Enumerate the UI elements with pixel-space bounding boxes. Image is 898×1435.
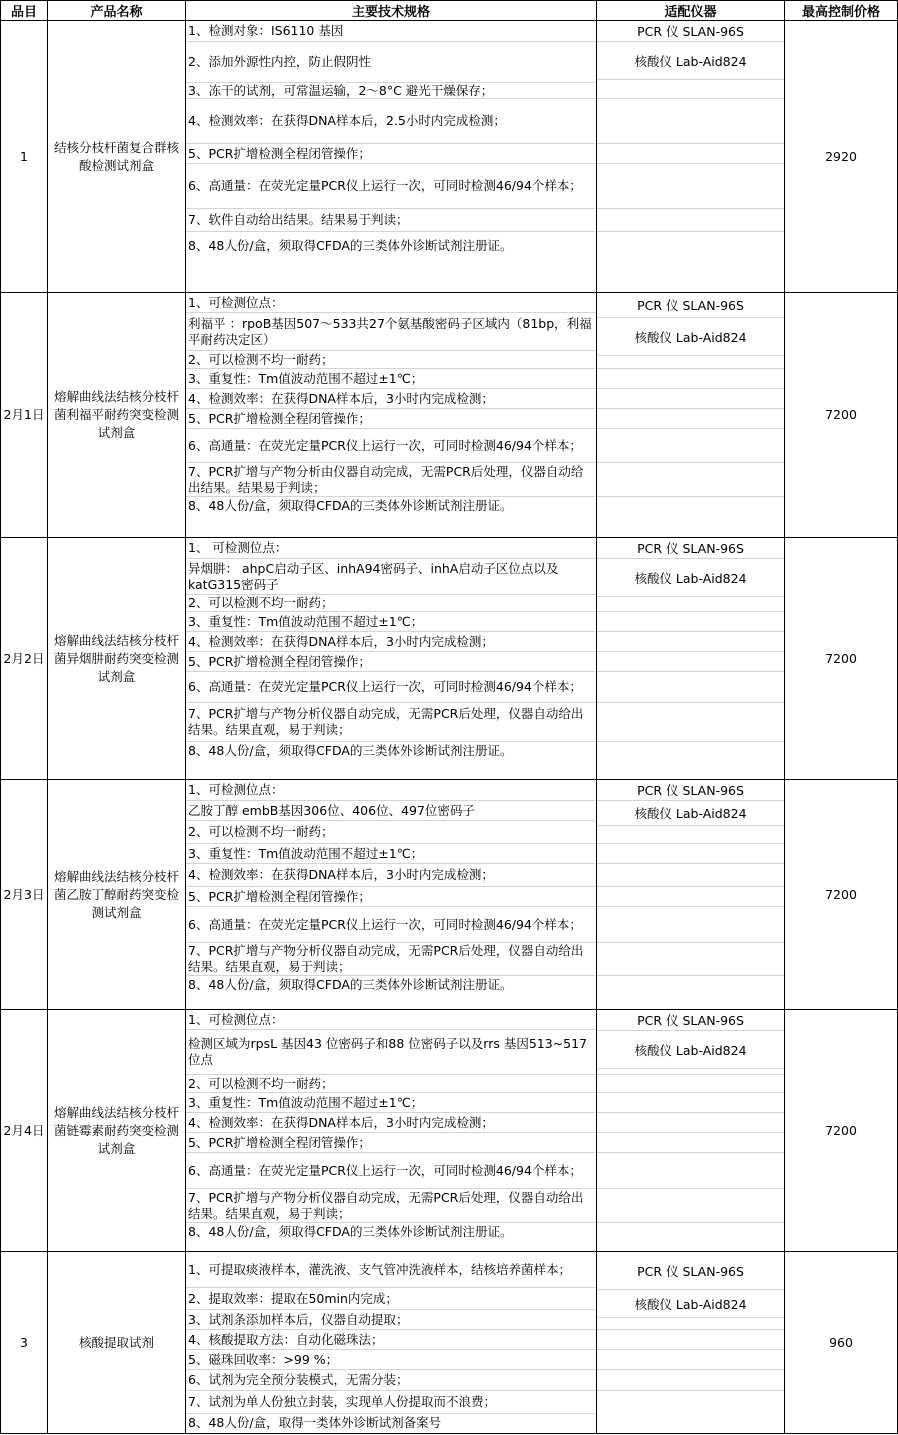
spec-line bbox=[186, 742, 596, 759]
instrument-empty-line bbox=[597, 907, 784, 943]
spec-text: 7、PCR扩增与产物分析仪器自动完成，无需PCR后处理，仪器自动给出结果。结果直观，易于判读； bbox=[188, 1189, 584, 1221]
spec-text: 8、48人份/盒，须取得CFDA的三类体外诊断试剂注册证。 bbox=[188, 977, 513, 992]
spec-line bbox=[186, 1330, 596, 1350]
spec-text: 检测区域为rpsL 基因43 位密码子和88 位密码子以及rrs 基因513~517 位点 bbox=[188, 1036, 588, 1067]
instrument-empty-line bbox=[597, 612, 784, 632]
table-row bbox=[1, 293, 898, 538]
instrument-empty-line bbox=[597, 1391, 784, 1414]
spec-text: 4、核酸提取方法：自动化磁珠法； bbox=[188, 1331, 384, 1347]
instrument-empty-line bbox=[597, 209, 784, 232]
header-item-no: 品目 bbox=[1, 1, 48, 21]
spec-text: 6、高通量：在荧光定量PCR仪上运行一次，可同时检测46/94个样本； bbox=[188, 178, 582, 193]
spec-line bbox=[186, 209, 596, 232]
instrument-empty-line bbox=[597, 409, 784, 429]
spec-text: 6、高通量：在荧光定量PCR仪上运行一次，可同时检测46/94个样本； bbox=[188, 1162, 582, 1178]
instrument-empty-line bbox=[597, 632, 784, 652]
instrument-empty-line bbox=[597, 943, 784, 976]
spec-line bbox=[186, 21, 596, 42]
product-name: 熔解曲线法结核分枝杆菌异烟肼耐药突变检测试剂盒 bbox=[48, 538, 186, 780]
instrument-list bbox=[597, 293, 785, 538]
spec-text: 1、可提取痰液样本，灌洗液、支气管冲洗液样本，结核培养菌样本； bbox=[188, 1261, 571, 1277]
instrument-list bbox=[597, 21, 785, 293]
spec-line bbox=[186, 1113, 596, 1133]
spec-line bbox=[186, 1223, 596, 1241]
spec-text: 5、PCR扩增检测全程闭管操作； bbox=[188, 653, 371, 669]
spec-text: 4、检测效率：在获得DNA样本后，2.5小时内完成检测； bbox=[188, 113, 506, 128]
spec-text: 2、可以检测不均一耐药； bbox=[188, 824, 334, 839]
spec-text: 4、检测效率：在获得DNA样本后，3小时内完成检测； bbox=[188, 390, 494, 406]
spec-text: 1、可检测位点： bbox=[188, 782, 284, 797]
spec-line bbox=[186, 538, 596, 559]
spec-text: 7、PCR扩增与产物分析由仪器自动完成，无需PCR后处理，仪器自动给出结果。结果易于判读； bbox=[188, 463, 584, 495]
instrument-empty-line bbox=[597, 1318, 784, 1330]
spec-text: 3、重复性：Tm值波动范围不超过±1℃； bbox=[188, 845, 424, 861]
max-price: 960 bbox=[785, 1252, 898, 1434]
spec-line bbox=[186, 389, 596, 409]
item-number: 2月4日 bbox=[1, 1010, 48, 1252]
instrument-line: 核酸仪 Lab-Aid824 bbox=[597, 1290, 784, 1318]
spec-line bbox=[186, 1075, 596, 1093]
spec-list bbox=[186, 780, 597, 1010]
spec-text: 2、可以检测不均一耐药； bbox=[188, 595, 334, 610]
spec-line bbox=[186, 1153, 596, 1189]
instrument-empty-line bbox=[597, 887, 784, 907]
instrument-empty-line bbox=[597, 1153, 784, 1189]
instrument-empty-line bbox=[597, 1330, 784, 1350]
instrument-line: 核酸仪 Lab-Aid824 bbox=[597, 1031, 784, 1069]
spec-line bbox=[186, 976, 596, 994]
table-row bbox=[1, 780, 898, 1010]
table-row bbox=[1, 1252, 898, 1434]
spec-line bbox=[186, 351, 596, 369]
spec-text: 5、磁珠回收率：>99 %； bbox=[188, 1351, 339, 1367]
spec-list bbox=[186, 293, 597, 538]
spec-text: 8、48人份/盒，须取得CFDA的三类体外诊断试剂注册证。 bbox=[188, 742, 513, 758]
spec-line bbox=[186, 652, 596, 672]
instrument-empty-line bbox=[597, 1189, 784, 1223]
spec-text: 4、检测效率：在获得DNA样本后，3小时内完成检测； bbox=[188, 867, 494, 882]
max-price: 2920 bbox=[785, 21, 898, 293]
spec-text: 2、提取效率：提取在50min内完成； bbox=[188, 1290, 398, 1306]
spec-text: 5、PCR扩增检测全程闭管操作； bbox=[188, 145, 371, 161]
instrument-empty-line bbox=[597, 164, 784, 209]
spec-line bbox=[186, 1133, 596, 1153]
spec-line bbox=[186, 1030, 596, 1075]
spec-text: 7、试剂为单人份独立封装，实现单人份提取而不浪费； bbox=[188, 1394, 496, 1409]
spec-text: 3、重复性：Tm值波动范围不超过±1℃； bbox=[188, 370, 424, 386]
spec-line bbox=[186, 99, 596, 144]
spec-text: 5、PCR扩增检测全程闭管操作； bbox=[188, 1134, 371, 1150]
spec-text: 7、PCR扩增与产物分析仪器自动完成，无需PCR后处理，仪器自动给出结果。结果直观，易于判读； bbox=[188, 706, 584, 737]
spec-line bbox=[186, 595, 596, 612]
instrument-line: PCR 仪 SLAN-96S bbox=[597, 21, 784, 42]
instrument-empty-line bbox=[597, 463, 784, 497]
spec-text: 7、软件自动给出结果。结果易于判读； bbox=[188, 212, 409, 227]
spec-list bbox=[186, 21, 597, 293]
product-name: 核酸提取试剂 bbox=[48, 1252, 186, 1434]
spec-line bbox=[186, 907, 596, 943]
spec-text: 2、可以检测不均一耐药； bbox=[188, 1075, 334, 1091]
instrument-empty-line bbox=[597, 99, 784, 144]
header-product-name: 产品名称 bbox=[48, 1, 186, 21]
spec-line bbox=[186, 703, 596, 742]
spec-list bbox=[186, 1010, 597, 1252]
instrument-line: PCR 仪 SLAN-96S bbox=[597, 780, 784, 801]
instrument-empty-line bbox=[597, 597, 784, 612]
instrument-empty-line bbox=[597, 1370, 784, 1391]
instrument-empty-line bbox=[597, 144, 784, 164]
spec-text: 5、PCR扩增检测全程闭管操作； bbox=[188, 410, 371, 426]
spec-line bbox=[186, 1414, 596, 1432]
spec-line bbox=[186, 232, 596, 260]
item-number: 1 bbox=[1, 21, 48, 293]
spec-line bbox=[186, 844, 596, 864]
spec-line bbox=[186, 463, 596, 497]
spec-line bbox=[186, 369, 596, 389]
instrument-empty-line bbox=[597, 844, 784, 864]
table-row bbox=[1, 21, 898, 293]
table-row bbox=[1, 1010, 898, 1252]
instrument-empty-line bbox=[597, 232, 784, 260]
instrument-empty-line bbox=[597, 369, 784, 389]
spec-line bbox=[186, 864, 596, 887]
instrument-empty-line bbox=[597, 652, 784, 672]
spec-line bbox=[186, 672, 596, 703]
product-name: 熔解曲线法结核分枝杆菌乙胺丁醇耐药突变检测试剂盒 bbox=[48, 780, 186, 1010]
spec-line bbox=[186, 887, 596, 907]
spec-line bbox=[186, 1391, 596, 1414]
product-name: 熔解曲线法结核分枝杆菌链霉素耐药突变检测试剂盒 bbox=[48, 1010, 186, 1252]
spec-text: 7、PCR扩增与产物分析仪器自动完成，无需PCR后处理，仪器自动给出结果。结果直观，易于判读； bbox=[188, 943, 584, 974]
max-price: 7200 bbox=[785, 1010, 898, 1252]
spec-text: 利福平 ：rpoB基因507～533共27个氨基酸密码子区域内（81bp，利福平耐药决定区） bbox=[188, 315, 592, 347]
spec-text: 8、48人份/盒，取得一类体外诊断试剂备案号 bbox=[188, 1415, 442, 1430]
item-number: 3 bbox=[1, 1252, 48, 1434]
spec-line bbox=[186, 144, 596, 164]
instrument-list bbox=[597, 780, 785, 1010]
instrument-empty-line bbox=[597, 1223, 784, 1241]
spec-line bbox=[186, 429, 596, 463]
instrument-line: PCR 仪 SLAN-96S bbox=[597, 293, 784, 318]
spec-text: 1、可检测位点： bbox=[188, 294, 284, 310]
spec-text: 8、48人份/盒，须取得CFDA的三类体外诊断试剂注册证。 bbox=[188, 238, 513, 253]
instrument-empty-line bbox=[597, 80, 784, 99]
instrument-empty-line bbox=[597, 742, 784, 759]
spec-text: 1、 可检测位点： bbox=[188, 540, 288, 555]
spec-line bbox=[186, 1288, 596, 1310]
spec-line bbox=[186, 409, 596, 429]
max-price: 7200 bbox=[785, 538, 898, 780]
header-max-price: 最高控制价格 bbox=[785, 1, 898, 21]
spec-line bbox=[186, 42, 596, 83]
spec-line bbox=[186, 821, 596, 844]
item-number: 2月2日 bbox=[1, 538, 48, 780]
instrument-line: 核酸仪 Lab-Aid824 bbox=[597, 318, 784, 356]
spec-list bbox=[186, 1252, 597, 1434]
spec-line bbox=[186, 497, 596, 514]
spec-line bbox=[186, 1310, 596, 1330]
spec-line bbox=[186, 943, 596, 976]
instrument-line: PCR 仪 SLAN-96S bbox=[597, 1010, 784, 1031]
max-price: 7200 bbox=[785, 293, 898, 538]
instrument-empty-line bbox=[597, 1350, 784, 1370]
spec-text: 6、高通量：在荧光定量PCR仪上运行一次，可同时检测46/94个样本； bbox=[188, 679, 582, 694]
header-instruments: 适配仪器 bbox=[597, 1, 785, 21]
instrument-empty-line bbox=[597, 356, 784, 369]
spec-text: 5、PCR扩增检测全程闭管操作； bbox=[188, 888, 371, 904]
instrument-empty-line bbox=[597, 864, 784, 887]
header-row bbox=[1, 1, 898, 21]
spec-text: 3、重复性：Tm值波动范围不超过±1℃； bbox=[188, 1094, 424, 1110]
instrument-line: 核酸仪 Lab-Aid824 bbox=[597, 801, 784, 826]
spec-line bbox=[186, 1350, 596, 1370]
spec-text: 8、48人份/盒，须取得CFDA的三类体外诊断试剂注册证。 bbox=[188, 497, 513, 513]
spec-text: 6、高通量：在荧光定量PCR仪上运行一次，可同时检测46/94个样本； bbox=[188, 437, 582, 453]
spec-line bbox=[186, 83, 596, 99]
spec-line bbox=[186, 1252, 596, 1288]
product-name: 熔解曲线法结核分枝杆菌利福平耐药突变检测试剂盒 bbox=[48, 293, 186, 538]
spec-line bbox=[186, 313, 596, 351]
instrument-line: 核酸仪 Lab-Aid824 bbox=[597, 42, 784, 80]
item-number: 2月1日 bbox=[1, 293, 48, 538]
spec-text: 4、检测效率：在获得DNA样本后，3小时内完成检测； bbox=[188, 633, 494, 649]
spec-text: 4、检测效率：在获得DNA样本后，3小时内完成检测； bbox=[188, 1114, 494, 1130]
table-row bbox=[1, 538, 898, 780]
spec-text: 1、检测对象：IS6110 基因 bbox=[188, 23, 344, 38]
instrument-empty-line bbox=[597, 389, 784, 409]
instrument-empty-line bbox=[597, 1093, 784, 1113]
spec-line bbox=[186, 1010, 596, 1030]
table-body bbox=[1, 21, 898, 1434]
instrument-empty-line bbox=[597, 1113, 784, 1133]
instrument-list bbox=[597, 538, 785, 780]
spec-text: 3、冻干的试剂，可常温运输，2～8°C 避光干燥保存； bbox=[188, 83, 494, 98]
spec-line bbox=[186, 1189, 596, 1223]
instrument-empty-line bbox=[597, 826, 784, 844]
instrument-empty-line bbox=[597, 497, 784, 514]
instrument-empty-line bbox=[597, 976, 784, 994]
item-number: 2月3日 bbox=[1, 780, 48, 1010]
spec-list bbox=[186, 538, 597, 780]
instrument-line: PCR 仪 SLAN-96S bbox=[597, 1252, 784, 1290]
spec-text: 乙胺丁醇 embB基因306位、406位、497位密码子 bbox=[188, 802, 475, 818]
spec-line bbox=[186, 164, 596, 209]
header-specs: 主要技术规格 bbox=[186, 1, 597, 21]
instrument-empty-line bbox=[597, 429, 784, 463]
spec-text: 2、添加外源性内控，防止假阴性 bbox=[188, 54, 371, 69]
instrument-line: 核酸仪 Lab-Aid824 bbox=[597, 559, 784, 597]
spec-text: 1、可检测位点： bbox=[188, 1011, 284, 1027]
spec-line bbox=[186, 1370, 596, 1391]
instrument-list bbox=[597, 1252, 785, 1434]
max-price: 7200 bbox=[785, 780, 898, 1010]
spec-text: 2、可以检测不均一耐药； bbox=[188, 351, 334, 367]
instrument-empty-line bbox=[597, 672, 784, 703]
spec-line bbox=[186, 1093, 596, 1113]
spec-line bbox=[186, 632, 596, 652]
spec-line bbox=[186, 293, 596, 313]
spec-text: 3、试剂条添加样本后，仪器自动提取； bbox=[188, 1311, 409, 1327]
spec-line bbox=[186, 559, 596, 595]
spec-text: 6、试剂为完全预分装模式，无需分装； bbox=[188, 1372, 409, 1387]
spec-line bbox=[186, 612, 596, 632]
spec-line bbox=[186, 801, 596, 821]
instrument-empty-line bbox=[597, 703, 784, 742]
product-name: 结核分枝杆菌复合群核酸检测试剂盒 bbox=[48, 21, 186, 293]
spec-text: 6、高通量：在荧光定量PCR仪上运行一次，可同时检测46/94个样本； bbox=[188, 916, 582, 932]
spec-text: 异烟肼： ahpC启动子区、inhA94密码子、inhA启动子区位点以及katG315密码子 bbox=[188, 560, 559, 592]
instrument-list bbox=[597, 1010, 785, 1252]
spec-text: 8、48人份/盒，须取得CFDA的三类体外诊断试剂注册证。 bbox=[188, 1224, 513, 1239]
instrument-empty-line bbox=[597, 1133, 784, 1153]
instrument-line: PCR 仪 SLAN-96S bbox=[597, 538, 784, 559]
instrument-empty-line bbox=[597, 1075, 784, 1093]
spec-text: 3、重复性：Tm值波动范围不超过±1℃； bbox=[188, 613, 424, 629]
spec-line bbox=[186, 780, 596, 801]
